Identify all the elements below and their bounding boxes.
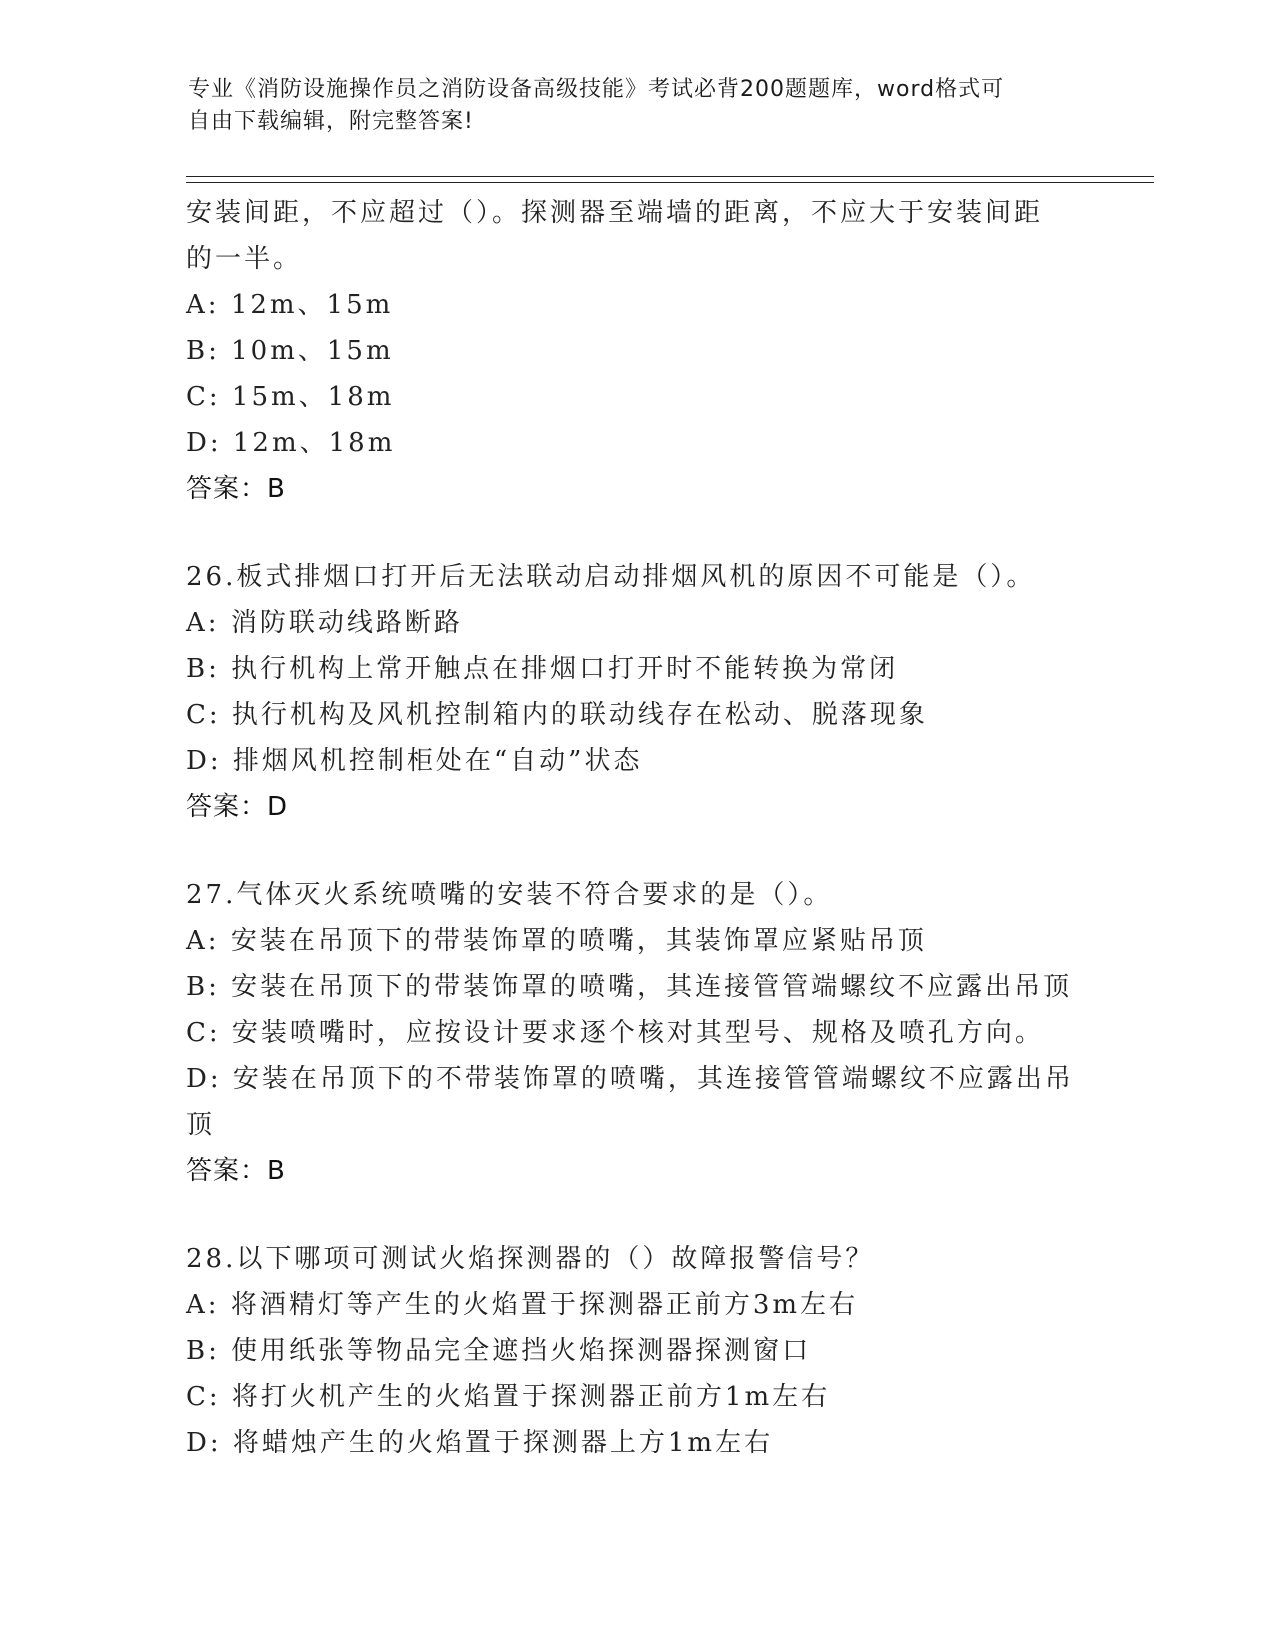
option-b	[186, 646, 1086, 692]
option-key: A:	[186, 608, 220, 638]
option-key: C:	[186, 1018, 221, 1048]
option-a	[186, 600, 1086, 646]
option-text: 15m、18m	[231, 382, 395, 412]
option-text: 使用纸张等物品完全遮挡火焰探测器探测窗口	[231, 1336, 812, 1366]
option-key: C:	[186, 382, 221, 412]
option-b	[186, 328, 1086, 374]
question-list	[186, 190, 1086, 1466]
option-text: 将酒精灯等产生的火焰置于探测器正前方3m左右	[230, 1290, 859, 1320]
option-a	[186, 918, 1086, 964]
option-key: A:	[186, 1290, 220, 1320]
option-text: 将打火机产生的火焰置于探测器正前方1m左右	[231, 1382, 831, 1412]
option-key: B:	[186, 1336, 220, 1366]
option-key: D:	[186, 1428, 222, 1458]
option-d	[186, 1056, 1086, 1102]
question-28	[186, 1236, 1086, 1466]
option-d	[186, 420, 1086, 466]
question-text: 26.板式排烟口打开后无法联动启动排烟风机的原因不可能是（）。	[186, 562, 1036, 592]
question-26	[186, 554, 1086, 830]
question-25	[186, 190, 1086, 512]
header-divider-bottom	[186, 182, 1154, 183]
option-a	[186, 282, 1086, 328]
option-text: 安装在吊顶下的带装饰罩的喷嘴，其装饰罩应紧贴吊顶	[230, 926, 927, 956]
question-text: 27.气体灭火系统喷嘴的安装不符合要求的是（）。	[186, 880, 833, 910]
option-text: 12m、18m	[232, 428, 396, 458]
answer-label: 答案：B	[186, 474, 286, 504]
option-c	[186, 1010, 1086, 1056]
option-key: C:	[186, 700, 221, 730]
option-text: 将蜡烛产生的火焰置于探测器上方1m左右	[232, 1428, 774, 1458]
option-text: 安装喷嘴时，应按设计要求逐个核对其型号、规格及喷孔方向。	[231, 1018, 1044, 1048]
answer-label: 答案：D	[186, 792, 289, 822]
option-c	[186, 374, 1086, 420]
option-text: 执行机构及风机控制箱内的联动线存在松动、脱落现象	[231, 700, 928, 730]
document-header	[188, 74, 1068, 138]
option-key: D:	[186, 1064, 222, 1094]
option-key: C:	[186, 1382, 221, 1412]
header-line-2: 自由下载编辑，附完整答案!	[188, 109, 474, 134]
option-d-cont: 顶	[186, 1110, 216, 1140]
option-d	[186, 1420, 1086, 1466]
option-b	[186, 1328, 1086, 1374]
option-text: 排烟风机控制柜处在“自动”状态	[232, 746, 643, 776]
question-text: 28.以下哪项可测试火焰探测器的（）故障报警信号？	[186, 1244, 875, 1274]
question-27	[186, 872, 1086, 1194]
option-key: A:	[186, 926, 220, 956]
header-divider-top	[186, 176, 1154, 177]
option-key: B:	[186, 336, 220, 366]
option-text: 消防联动线路断路	[230, 608, 463, 638]
option-c	[186, 1374, 1086, 1420]
option-text: 执行机构上常开触点在排烟口打开时不能转换为常闭	[231, 654, 899, 684]
option-a	[186, 1282, 1086, 1328]
option-text: 安装在吊顶下的带装饰罩的喷嘴，其连接管管端螺纹不应露出吊顶	[231, 972, 1073, 1002]
option-d	[186, 738, 1086, 784]
question-text-cont: 的一半。	[186, 244, 303, 274]
header-line-1: 专业《消防设施操作员之消防设备高级技能》考试必背200题题库，word格式可	[188, 77, 1005, 102]
option-key: B:	[186, 972, 220, 1002]
option-c	[186, 692, 1086, 738]
option-text: 10m、15m	[231, 336, 394, 366]
option-b	[186, 964, 1086, 1010]
question-text: 安装间距，不应超过（）。探测器至端墙的距离，不应大于安装间距	[186, 198, 1044, 228]
option-key: D:	[186, 428, 222, 458]
option-text: 12m、15m	[230, 290, 394, 320]
answer-label: 答案：B	[186, 1156, 286, 1186]
option-text: 安装在吊顶下的不带装饰罩的喷嘴，其连接管管端螺纹不应露出吊	[232, 1064, 1074, 1094]
option-key: A:	[186, 290, 220, 320]
option-key: D:	[186, 746, 222, 776]
option-key: B:	[186, 654, 220, 684]
